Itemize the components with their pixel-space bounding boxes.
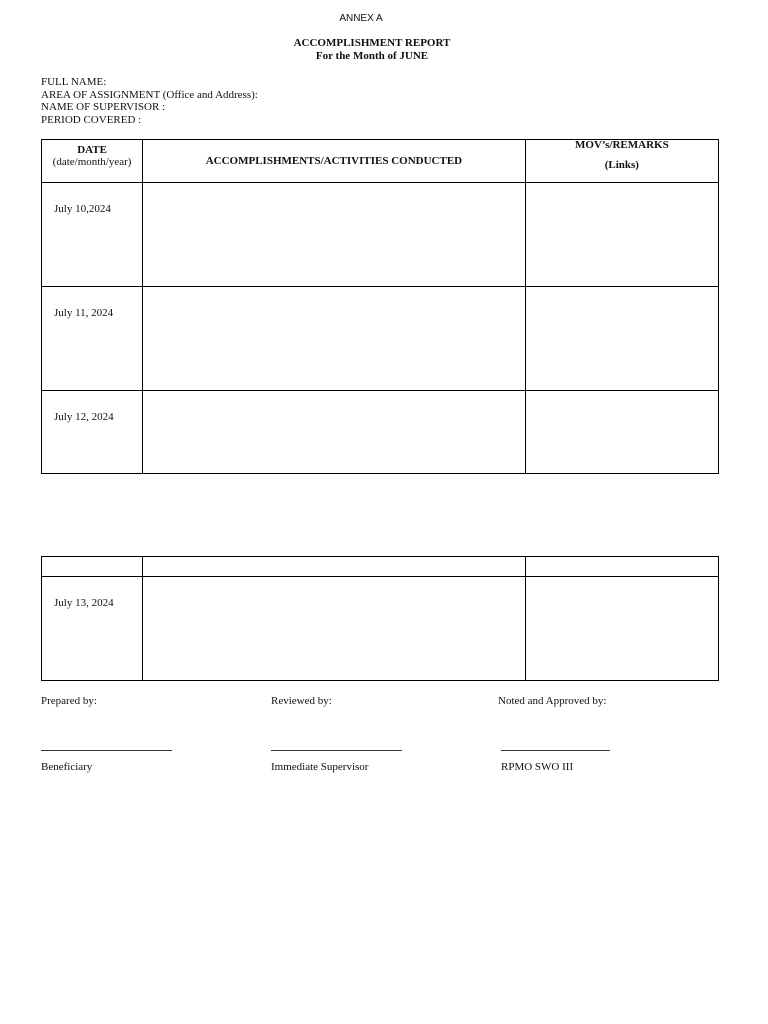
blank-cell [143,557,526,577]
period-covered-field: PERIOD COVERED : [41,113,142,126]
approver-signature-line [501,750,610,751]
row-remarks-cell[interactable] [525,391,718,474]
row-remarks-cell[interactable] [525,287,718,391]
noted-approved-by-label: Noted and Approved by: [498,695,607,707]
blank-cell [42,557,143,577]
row-remarks-cell[interactable] [525,183,718,287]
date-column-header [42,140,143,183]
row-accomplishments-cell[interactable] [143,391,526,474]
accomplishment-table-continued [41,556,719,681]
row-date-cell: July 12, 2024 [42,391,143,474]
accomplishments-column-header: ACCOMPLISHMENTS/ACTIVITIES CONDUCTED [143,140,526,183]
date-format-label: (date/month/year) [52,156,132,168]
row-accomplishments-cell[interactable] [143,183,526,287]
area-of-assignment-field: AREA OF ASSIGNMENT (Office and Address): [41,88,258,101]
supervisor-name-field: NAME OF SUPERVISOR : [41,101,166,113]
accomplishment-table [41,139,719,474]
links-header-label: (Links) [604,159,639,171]
row-accomplishments-cell[interactable] [143,577,526,681]
info-fields [41,76,258,126]
full-name-field: FULL NAME: [41,76,107,88]
reviewed-by-label: Reviewed by: [271,695,332,707]
prepared-by-label: Prepared by: [41,695,97,707]
row-date-cell: July 11, 2024 [42,287,143,391]
report-subtitle: For the Month of JUNE [315,50,429,62]
blank-cell [525,557,718,577]
table-header-row [42,140,719,183]
blank-header-row [42,557,719,577]
row-accomplishments-cell[interactable] [143,287,526,391]
approver-title-label: RPMO SWO III [501,761,574,773]
report-title-block [0,37,744,63]
movs-header-label: MOV’s/REMARKS [575,139,669,151]
immediate-supervisor-label: Immediate Supervisor [271,761,369,773]
row-date-cell: July 10,2024 [42,183,143,287]
date-header-label: DATE [77,144,107,156]
annex-label: ANNEX A [339,13,383,24]
beneficiary-label: Beneficiary [41,761,93,773]
report-title: ACCOMPLISHMENT REPORT [293,37,451,49]
table-row [42,391,719,474]
beneficiary-signature-line [41,750,172,751]
row-remarks-cell[interactable] [525,577,718,681]
table-row [42,287,719,391]
table-row [42,577,719,681]
table-row [42,183,719,287]
movs-column-header [525,140,718,183]
row-date-cell: July 13, 2024 [42,577,143,681]
supervisor-signature-line [271,750,402,751]
